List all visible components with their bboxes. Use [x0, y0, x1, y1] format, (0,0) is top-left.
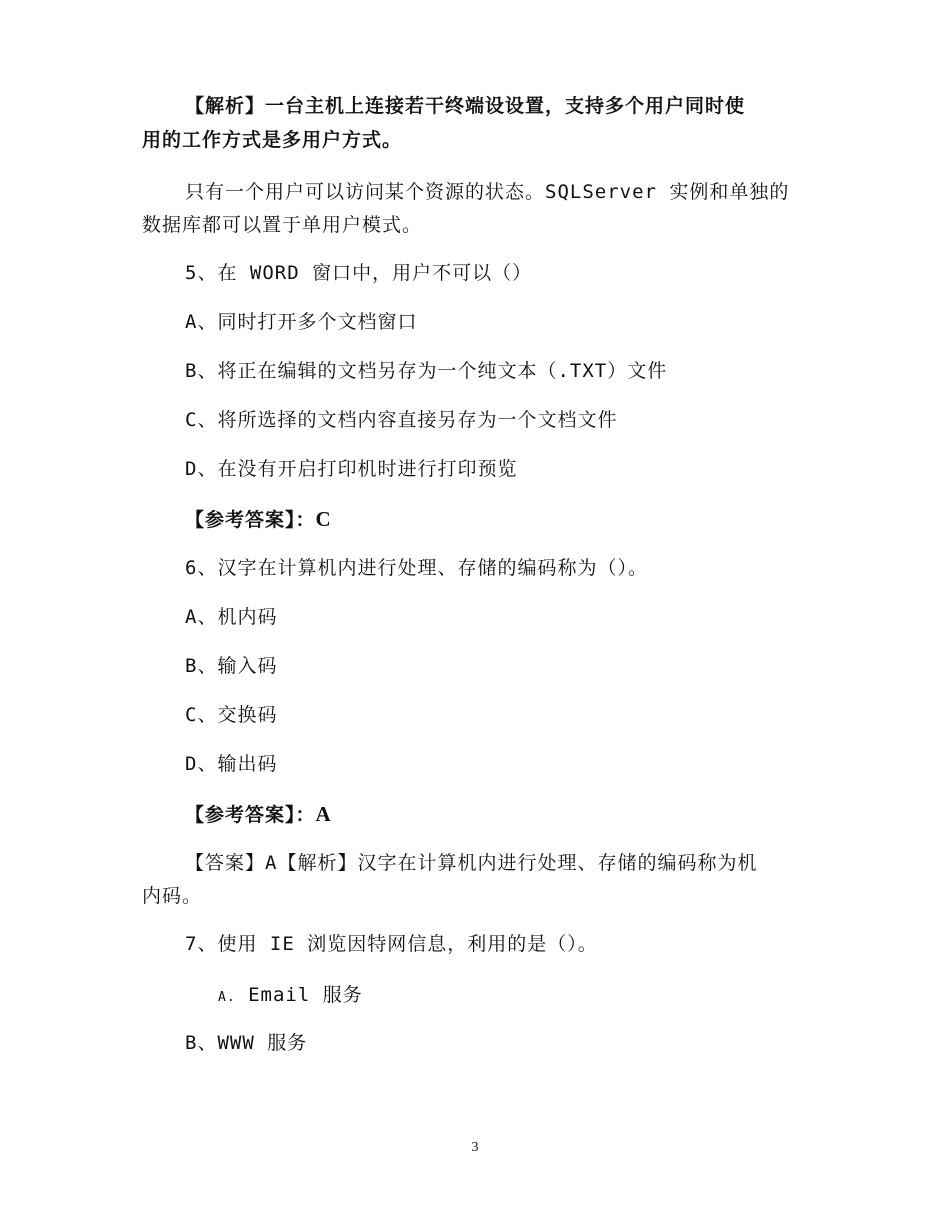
- question-6-answer: [185, 800, 332, 829]
- answer-value: C: [315, 507, 332, 531]
- question-5-option-c: C、将所选择的文档内容直接另存为一个文档文件: [185, 409, 618, 431]
- answer-label: 【参考答案】：: [185, 804, 316, 826]
- analysis-paragraph-line-2: 用的工作方式是多用户方式。: [142, 129, 403, 151]
- question-6-option-a: A、机内码: [185, 606, 278, 628]
- question-7-option-a: [218, 981, 363, 1012]
- analysis-paragraph-line-1: [185, 92, 745, 120]
- paragraph-2-line-1: 只有一个用户可以访问某个资源的状态。SQLServer 实例和单独的: [185, 181, 790, 203]
- question-7-option-b: B、WWW 服务: [185, 1032, 308, 1054]
- page-number: 3: [471, 1140, 479, 1155]
- question-5-option-a: A、同时打开多个文档窗口: [185, 311, 418, 333]
- question-5-option-b: B、将正在编辑的文档另存为一个纯文本（.TXT）文件: [185, 360, 668, 382]
- option-letter: A.: [218, 990, 236, 1005]
- paragraph-2-line-2: 数据库都可以置于单用户模式。: [142, 214, 423, 236]
- question-5-stem: 5、在 WORD 窗口中，用户不可以（）: [185, 262, 533, 284]
- answer-label: 【参考答案】：: [185, 509, 316, 531]
- question-6-explanation-line-2: 内码。: [142, 885, 203, 907]
- question-5-option-d: D、在没有开启打印机时进行打印预览: [185, 458, 518, 480]
- question-6-option-c: C、交换码: [185, 704, 278, 726]
- analysis-tag: 【解析】: [185, 95, 266, 117]
- question-6-option-b: B、输入码: [185, 655, 278, 677]
- question-6-stem: 6、汉字在计算机内进行处理、存储的编码称为（）。: [185, 557, 648, 579]
- option-text: Email 服务: [248, 984, 363, 1006]
- question-7-stem: 7、使用 IE 浏览因特网信息，利用的是（）。: [185, 933, 598, 955]
- question-6-explanation-line-1: 【答案】A【解析】汉字在计算机内进行处理、存储的编码称为机: [185, 852, 758, 874]
- question-5-answer: [185, 505, 332, 534]
- analysis-text: 一台主机上连接若干终端设设置，支持多个用户同时使: [265, 95, 746, 117]
- question-6-option-d: D、输出码: [185, 753, 278, 775]
- answer-value: A: [315, 802, 332, 826]
